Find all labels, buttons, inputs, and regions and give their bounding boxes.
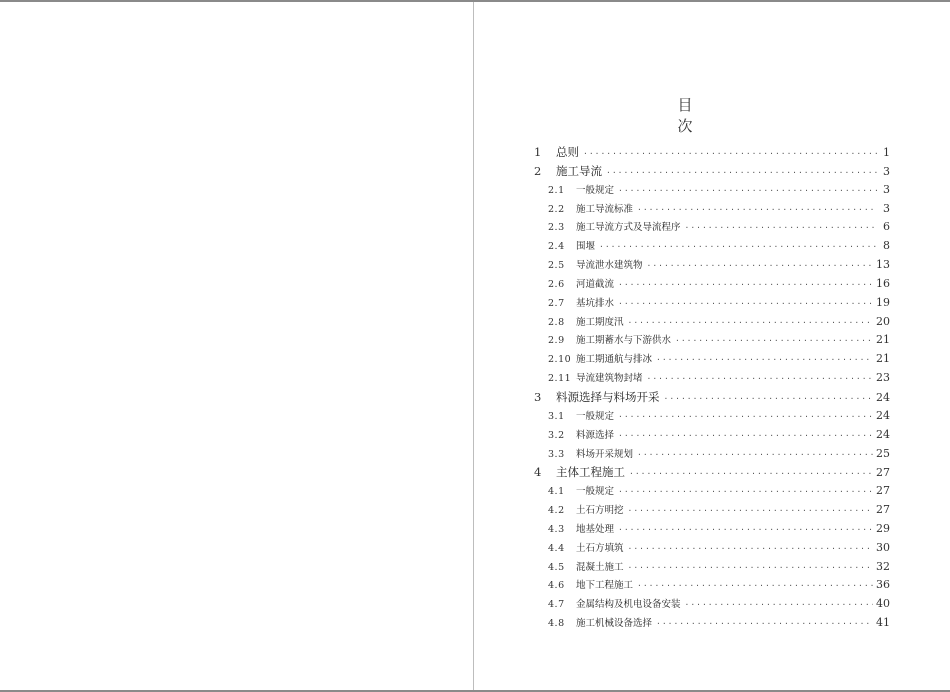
toc-section-entry[interactable] [534, 237, 890, 256]
toc-section-entry[interactable] [534, 313, 890, 332]
toc-page-number: 3 [883, 201, 890, 215]
toc-entry-title: 土石方明挖 [576, 505, 624, 517]
toc-entry-title: 地下工程施工 [576, 580, 634, 592]
toc-section-entry[interactable] [534, 407, 890, 426]
toc-leader-dots [637, 201, 877, 219]
toc-entry-number: 3.3 [548, 448, 565, 460]
toc-section-entry[interactable] [534, 200, 890, 219]
toc-leader-dots [637, 446, 873, 464]
toc-page-number: 30 [876, 540, 890, 554]
toc-entry-number: 2.3 [548, 222, 565, 234]
toc-entry-title: 地基处理 [576, 523, 615, 535]
toc-page-number: 21 [876, 352, 890, 366]
toc-entry-number: 2.9 [548, 335, 565, 347]
toc-page-number: 3 [883, 182, 890, 196]
toc-section-entry[interactable] [534, 218, 890, 237]
toc-entry-title: 施工导流标准 [576, 203, 634, 215]
toc-title: 目 次 [677, 96, 813, 135]
toc-entry-title: 一般规定 [576, 486, 615, 498]
toc-entry-number: 3.1 [548, 410, 565, 422]
toc-section-entry[interactable] [534, 614, 890, 633]
toc-page-number: 27 [876, 484, 890, 498]
toc-list [534, 143, 890, 633]
toc-entry-number: 4.7 [548, 599, 565, 611]
toc-entry-number: 2.4 [548, 241, 565, 253]
toc-entry-title: 总则 [556, 145, 579, 159]
toc-entry-number: 4.2 [548, 505, 565, 517]
toc-leader-dots [664, 390, 874, 407]
toc-entry-title: 混凝土施工 [576, 561, 624, 573]
toc-leader-dots [637, 577, 873, 595]
toc-entry-number: 1 [534, 145, 542, 159]
toc-entry-title: 施工期蓄水与下游供水 [576, 335, 672, 347]
toc-leader-dots [685, 219, 877, 237]
toc-section-entry[interactable] [534, 520, 890, 539]
toc-entry-number: 4.4 [548, 542, 565, 554]
toc-entry-number: 2.6 [548, 278, 565, 290]
toc-leader-dots [628, 314, 873, 332]
toc-page-number: 40 [876, 597, 890, 611]
toc-leader-dots [618, 483, 873, 501]
toc-entry-title: 基坑排水 [576, 297, 615, 309]
toc-entry-number: 4.8 [548, 618, 565, 630]
toc-entry-number: 3.2 [548, 429, 565, 441]
toc-entry-title: 料场开采规划 [576, 448, 634, 460]
toc-entry-title: 主体工程施工 [556, 465, 625, 480]
toc-section-entry[interactable] [534, 350, 890, 369]
toc-leader-dots [685, 596, 873, 614]
toc-page-number: 3 [883, 164, 890, 178]
toc-entry-title: 导流建筑物封堵 [576, 373, 643, 385]
toc-section-entry[interactable] [534, 539, 890, 558]
toc-leader-dots [628, 502, 873, 520]
toc-entry-number: 2.5 [548, 260, 565, 272]
toc-chapter-entry[interactable] [534, 463, 890, 482]
toc-section-entry[interactable] [534, 445, 890, 464]
toc-entry-title: 一般规定 [576, 410, 615, 422]
toc-section-entry[interactable] [534, 369, 890, 388]
toc-page-number: 32 [876, 559, 890, 573]
toc-entry-title: 围堰 [576, 241, 596, 253]
toc-entry-number: 3 [534, 389, 542, 404]
toc-entry-title: 施工导流 [556, 163, 602, 178]
toc-entry-title: 施工机械设备选择 [576, 618, 653, 630]
toc-entry-title: 一般规定 [576, 184, 615, 196]
toc-page-number: 24 [876, 390, 890, 404]
toc-entry-number: 2.7 [548, 297, 565, 309]
right-page [475, 2, 950, 690]
toc-section-entry[interactable] [534, 482, 890, 501]
toc-leader-dots [675, 332, 873, 350]
toc-page-number: 13 [876, 258, 890, 272]
toc-page-number: 41 [876, 616, 890, 630]
toc-page-number: 23 [876, 371, 890, 385]
toc-leader-dots [618, 408, 873, 426]
toc-entry-number: 2.2 [548, 203, 565, 215]
toc-leader-dots [628, 559, 873, 577]
toc-entry-title: 施工期度汛 [576, 316, 624, 328]
toc-page-number: 6 [883, 220, 890, 234]
toc-page-number: 27 [876, 503, 890, 517]
toc-leader-dots [656, 615, 873, 633]
toc-entry-number: 2.1 [548, 184, 565, 196]
toc-chapter-entry[interactable] [534, 388, 890, 407]
toc-page-number: 16 [876, 276, 890, 290]
toc-entry-number: 2.11 [548, 373, 572, 385]
toc-leader-dots [629, 465, 873, 482]
toc-page-number: 36 [876, 578, 890, 592]
toc-entry-title: 料源选择与料场开采 [556, 389, 660, 404]
toc-section-entry[interactable] [534, 181, 890, 200]
toc-leader-dots [618, 521, 873, 539]
toc-leader-dots [618, 295, 873, 313]
toc-entry-number: 4.3 [548, 523, 565, 535]
toc-entry-title: 土石方填筑 [576, 542, 624, 554]
toc-entry-title: 施工期通航与排冰 [576, 354, 653, 366]
toc-page-number: 8 [883, 239, 890, 253]
toc-leader-dots [618, 276, 873, 294]
toc-leader-dots [628, 540, 873, 558]
toc-section-entry[interactable] [534, 426, 890, 445]
toc-chapter-entry[interactable] [534, 143, 890, 162]
toc-entry-title: 金属结构及机电设备安装 [576, 599, 681, 611]
toc-page-number: 24 [876, 427, 890, 441]
toc-section-entry[interactable] [534, 331, 890, 350]
toc-section-entry[interactable] [534, 576, 890, 595]
toc-chapter-entry[interactable] [534, 162, 890, 181]
toc-section-entry[interactable] [534, 256, 890, 275]
toc-section-entry[interactable] [534, 294, 890, 313]
toc-entry-number: 4 [534, 465, 542, 480]
toc-leader-dots [606, 164, 877, 181]
toc-page-number: 19 [876, 295, 890, 309]
toc-page-number: 24 [876, 408, 890, 422]
toc-entry-title: 料源选择 [576, 429, 615, 441]
toc-page-number: 20 [876, 314, 890, 328]
toc-entry-number: 4.5 [548, 561, 565, 573]
toc-leader-dots [647, 257, 873, 275]
toc-leader-dots [656, 351, 873, 369]
toc-page-number: 29 [876, 521, 890, 535]
toc-entry-title: 导流泄水建筑物 [576, 260, 643, 272]
toc-entry-number: 2.8 [548, 316, 565, 328]
toc-page-number: 21 [876, 333, 890, 347]
toc-leader-dots [599, 238, 877, 256]
toc-section-entry[interactable] [534, 501, 890, 520]
toc-leader-dots [583, 145, 877, 162]
toc-entry-number: 2.10 [548, 354, 572, 366]
toc-page-number: 27 [876, 466, 890, 480]
toc-section-entry[interactable] [534, 558, 890, 577]
toc-leader-dots [618, 427, 873, 445]
toc-section-entry[interactable] [534, 595, 890, 614]
toc-entry-number: 2 [534, 163, 542, 178]
toc-leader-dots [618, 182, 877, 200]
toc-section-entry[interactable] [534, 275, 890, 294]
toc-entry-title: 施工导流方式及导流程序 [576, 222, 681, 234]
left-page [0, 2, 474, 690]
toc-entry-title: 河道截流 [576, 278, 615, 290]
toc-entry-number: 4.1 [548, 486, 565, 498]
toc-page-number: 25 [876, 446, 890, 460]
toc-page-number: 1 [883, 146, 890, 159]
toc-entry-number: 4.6 [548, 580, 565, 592]
toc-leader-dots [647, 370, 873, 388]
